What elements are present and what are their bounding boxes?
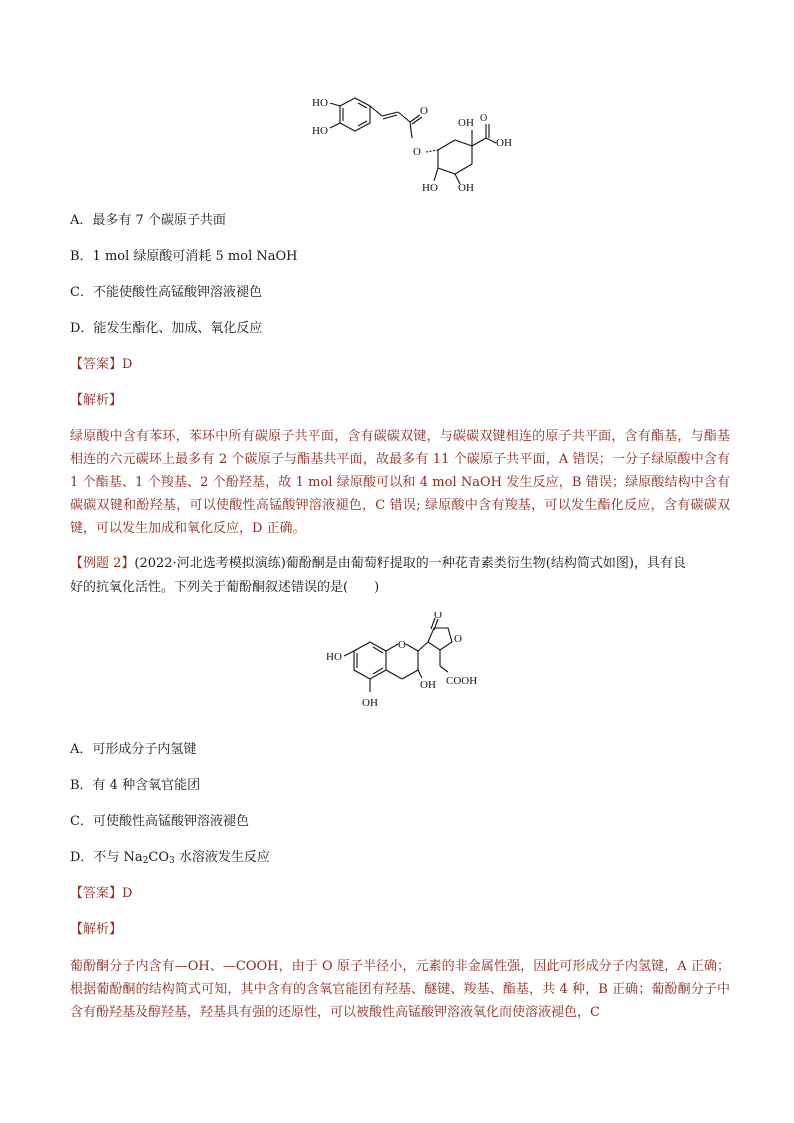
grapephenone-structure — [322, 612, 502, 720]
label-ho-bot-left: HO — [422, 182, 438, 194]
label-oh-mid: OH — [420, 679, 436, 691]
q2-answer-value: D — [122, 886, 133, 901]
q2-option-d-suffix: 水溶液发生反应 — [174, 850, 270, 865]
q1-answer-value: D — [122, 357, 133, 372]
q1-option-b: B．1 mol 绿原酸可消耗 5 mol NaOH — [70, 249, 298, 264]
chlorogenic-acid-structure — [300, 88, 530, 200]
q1-option-a: A．最多有 7 个碳原子共面 — [70, 213, 226, 228]
q1-answer — [70, 357, 132, 373]
q2-option-d-sub2: 3 — [169, 856, 175, 866]
label-o-ester: O — [420, 105, 428, 117]
label-cooh: OH — [496, 137, 512, 149]
q2-stem-line2: 好的抗氧化活性。下列关于葡酚酮叙述错误的是( ) — [70, 580, 380, 595]
label-ho-left: HO — [326, 651, 342, 663]
q2-answer-label: 【答案】 — [70, 886, 123, 901]
q2-option-d-mid: CO — [148, 850, 170, 865]
q2-option-a: A．可形成分子内氢键 — [70, 742, 197, 757]
label-o-top: O — [434, 612, 442, 621]
label-o-lactone: O — [454, 633, 462, 645]
label-o-link: O — [413, 146, 421, 158]
q2-answer — [70, 886, 132, 902]
q1-option-d: D．能发生酯化、加成、氧化反应 — [70, 321, 263, 336]
q2-option-d-sub1: 2 — [142, 856, 149, 866]
q1-answer-label: 【答案】 — [70, 357, 123, 372]
label-oh-bot-right: OH — [458, 182, 474, 194]
label-oh-ring: OH — [458, 117, 474, 129]
q2-stem-line1 — [70, 556, 686, 572]
label-ho-top: HO — [312, 97, 328, 109]
q2-option-b: B．有 4 种含氧官能团 — [70, 778, 201, 793]
label-oh-bottom: OH — [362, 697, 378, 709]
q2-option-d — [70, 850, 270, 866]
q1-option-c: C．不能使酸性高锰酸钾溶液褪色 — [70, 285, 262, 300]
q2-option-d-prefix: D．不与 Na — [70, 850, 143, 865]
q2-option-c: C．可使酸性高锰酸钾溶液褪色 — [70, 814, 249, 829]
label-o-pyran: O — [398, 639, 406, 651]
q2-stem-line1-text: (2022·河北选考模拟演练)葡酚酮是由葡萄籽提取的一种花青素类衍生物(结构简式如图)，具有良 — [134, 556, 686, 571]
label-cooh: COOH — [446, 675, 478, 687]
label-ho-bottom: HO — [312, 125, 328, 137]
q1-analysis-text: 绿原酸中含有苯环，苯环中所有碳原子共平面，含有碳碳双键，与碳碳双键相连的原子共平面，含有酯基，与酯基相连的六元碳环上最多有 2 个碳原子与酯基共平面，故最多有 11 个碳原子共平面，A 错误；一分子绿原酸中含有 1 个酯基、1 个羧基、2 个酚羟基，故 1 mol 绿原酸可以和 4 mol NaOH 发生反应，B 错误；绿原酸结构中含有碳碳双键和酚羟基，可以使酸性高锰酸钾溶液褪色，C 错误; 绿原酸中含有羧基，可以发生酯化反应，含有碳碳双键，可以发生加成和氧化反应，D 正确。 — [70, 429, 730, 536]
q2-label: 【例题 2】 — [70, 556, 135, 571]
label-o-carbonyl: O — [480, 113, 488, 124]
q2-analysis-label: 【解析】 — [70, 922, 123, 937]
q1-analysis-label: 【解析】 — [70, 393, 123, 408]
q2-analysis-text: 葡酚酮分子内含有—OH、—COOH，由于 O 原子半径小，元素的非金属性强，因此可形成分子内氢键，A 正确；根据葡酚酮的结构简式可知，其中含有的含氧官能团有羟基、醚键、羧基、酯基，共 4 种，B 正确；葡酚酮分子中含有酚羟基及醇羟基，羟基具有强的还原性，可以被酸性高锰酸钾溶液氧化而使溶液褪色，C — [70, 959, 730, 1020]
